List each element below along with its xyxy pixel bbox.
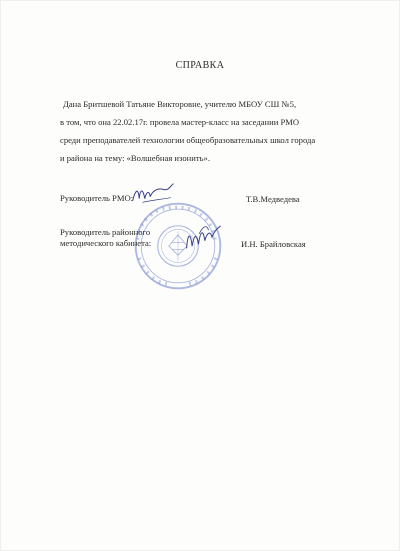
body-line-1: Дана Бритшевой Татьяне Викторовне, учителю МБОУ СШ №5, [63,99,297,109]
signature-2-label-line-1: Руководитель районного [60,227,151,237]
signature-1-name: Т.В.Медведева [246,194,300,204]
body-line-2: в том, что она 22.02.17г. провела мастер-класс на заседании РМО [60,117,300,127]
document-title: СПРАВКА [175,60,225,71]
body-line-3: среди преподавателей технологии общеобразовательных школ города [60,135,316,145]
signature-1-icon [130,182,176,206]
signature-1-label: Руководитель РМО: [60,193,134,203]
body-line-4: и района на тему: «Волшебная изонить». [60,153,210,163]
signature-2-icon [183,222,223,254]
signature-2-label-line-2: методического кабинета: [60,238,152,248]
signature-2-name: И.Н. Брайловская [241,239,306,249]
